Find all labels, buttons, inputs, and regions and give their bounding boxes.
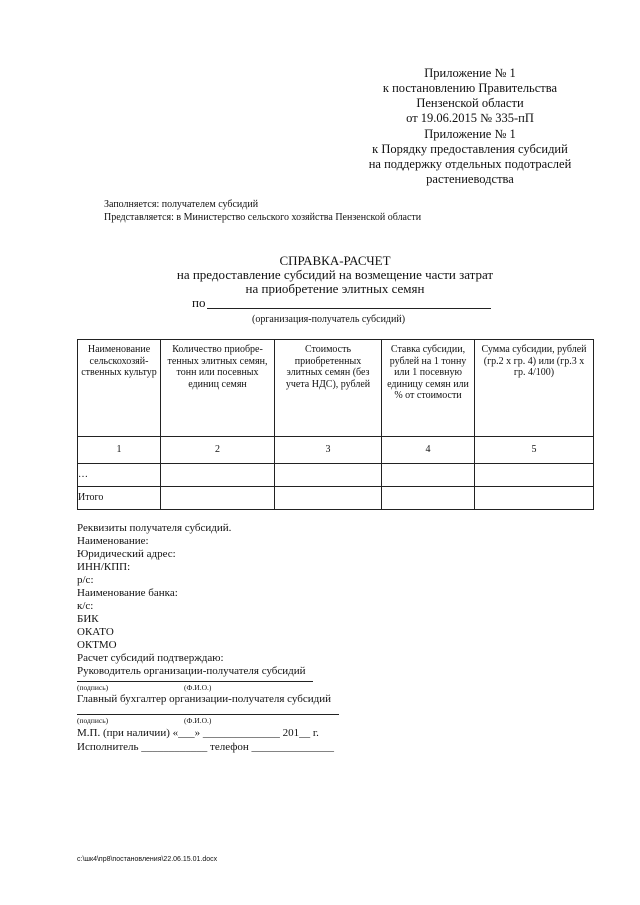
- subsidy-calculation-table: [77, 339, 594, 510]
- appendix-line: Приложение № 1: [424, 127, 516, 141]
- requisite-line: Юридический адрес:: [77, 548, 176, 560]
- table-row: [78, 464, 594, 487]
- appendix-line: к постановлению Правительства: [382, 81, 558, 95]
- table-header-cell: Количество приобре-тенных элитных семян, тонн или посевных единиц семян: [161, 340, 275, 437]
- footer-file-path: c:\шк4\пр8\постановления\22.06.15.01.docx: [77, 856, 218, 863]
- confirm-line: Расчет субсидий подтверждаю:: [77, 652, 224, 664]
- title-subline: на приобретение элитных семян: [245, 281, 425, 296]
- requisite-line: ОКАТО: [77, 626, 114, 638]
- table-cell: [475, 464, 594, 487]
- title-main: СПРАВКА-РАСЧЕТ: [279, 253, 391, 268]
- filled-by-note: Заполняется: получателем субсидий: [104, 199, 259, 210]
- title-subline: на предоставление субсидий на возмещение части затрат: [176, 267, 494, 282]
- appendix-line: к Порядку предоставления субсидий: [372, 142, 568, 156]
- table-cell: [161, 464, 275, 487]
- table-cell: [275, 487, 382, 510]
- table-total-row: [78, 487, 594, 510]
- column-number: 5: [475, 437, 594, 464]
- column-number: 4: [382, 437, 475, 464]
- table-cell: [475, 487, 594, 510]
- requisite-line: к/с:: [77, 600, 94, 612]
- table-column-numbers-row: [78, 437, 594, 464]
- executor-phone-line: Исполнитель ____________ телефон _______________: [77, 741, 334, 753]
- appendix-line: от 19.06.2015 № 335-пП: [406, 111, 534, 125]
- table-cell: [161, 487, 275, 510]
- column-number: 3: [275, 437, 382, 464]
- recipient-requisites: [77, 522, 497, 678]
- column-number: 1: [78, 437, 161, 464]
- po-label: по: [192, 295, 206, 310]
- appendix-to-procedure: [350, 127, 590, 187]
- requisite-line: ИНН/КПП:: [77, 561, 131, 573]
- org-caption: (организация-получатель субсидий): [252, 314, 406, 325]
- fio-caption: (Ф.И.О.): [184, 716, 212, 725]
- table-header-cell: Сумма субсидии, рублей (гр.2 x гр. 4) или (гр.3 x гр. 4/100): [475, 340, 594, 437]
- accountant-signature-line: [77, 714, 339, 715]
- document-title: [100, 254, 570, 296]
- requisite-line: р/с:: [77, 574, 94, 586]
- head-of-org-line: Руководитель организации-получателя субсидий: [77, 665, 306, 677]
- requisite-line: БИК: [77, 613, 99, 625]
- signature-caption: (подпись): [77, 716, 109, 725]
- requisite-line: Наименование:: [77, 535, 149, 547]
- org-underline: [207, 308, 491, 309]
- fio-caption: (Ф.И.О.): [184, 683, 212, 692]
- head-signature-line: [77, 681, 313, 682]
- table-cell: [275, 464, 382, 487]
- table-header-cell: Стоимость приобретенных элитных семян (без учета НДС), рублей: [275, 340, 382, 437]
- appendix-line: Пензенской области: [416, 96, 524, 110]
- requisites-heading: Реквизиты получателя субсидий.: [77, 522, 232, 534]
- stamp-date-line: М.П. (при наличии) «___» ______________ 201__ г.: [77, 727, 319, 739]
- table-header-row: [78, 340, 594, 437]
- appendix-to-resolution: [350, 66, 590, 126]
- appendix-line: растениеводства: [426, 172, 514, 186]
- table-header-cell: Наименование сельскохозяй-ственных культур: [78, 340, 161, 437]
- appendix-line: Приложение № 1: [424, 66, 516, 80]
- requisite-line: ОКТМО: [77, 639, 117, 651]
- chief-accountant-line: Главный бухгалтер организации-получателя субсидий: [77, 693, 332, 705]
- signature-caption: (подпись): [77, 683, 109, 692]
- appendix-line: на поддержку отдельных подотраслей: [368, 157, 572, 171]
- table-header-cell: Ставка субсидии, рублей на 1 тонну или 1 посевную единицу семян или % от стоимости: [382, 340, 475, 437]
- table-cell: [382, 487, 475, 510]
- column-number: 2: [161, 437, 275, 464]
- requisite-line: Наименование банка:: [77, 587, 178, 599]
- submitted-to-note: Представляется: в Министерство сельского хозяйства Пензенской области: [104, 212, 422, 223]
- table-cell: Итого: [78, 487, 161, 510]
- table-cell: …: [78, 464, 161, 487]
- table-cell: [382, 464, 475, 487]
